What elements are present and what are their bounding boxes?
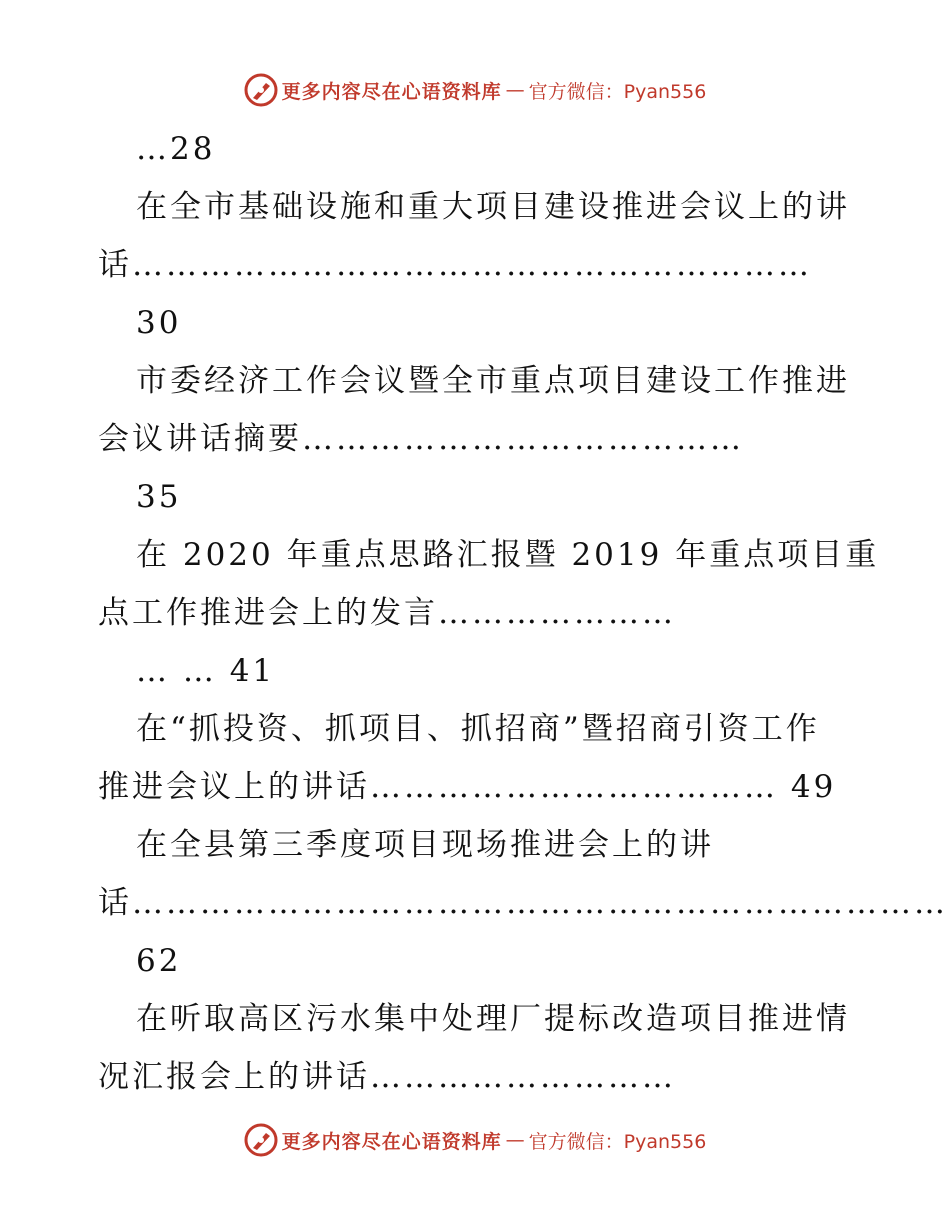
watermark-separator: — (505, 79, 525, 101)
toc-line: 推进会议上的讲话……………………………… 49 (98, 769, 837, 805)
toc-line: 话…………………………………………………… (98, 247, 812, 283)
toc-line: 市委经济工作会议暨全市重点项目建设工作推进 (136, 363, 850, 399)
toc-line: … … 41 (136, 653, 276, 689)
watermark-text: 更多内容尽在心语资料库 (281, 1130, 502, 1153)
pen-logo-icon (244, 1123, 278, 1157)
watermark-footer (0, 1120, 950, 1160)
toc-line: 况汇报会上的讲话……………………… (98, 1059, 676, 1095)
toc-line: 30 (136, 305, 182, 341)
toc-line: 会议讲话摘要………………………………… (98, 421, 744, 457)
toc-line: 在全县第三季度项目现场推进会上的讲 (136, 827, 714, 863)
watermark-text: 更多内容尽在心语资料库 (281, 80, 502, 103)
toc-line: …28 (136, 131, 216, 167)
watermark-header (0, 70, 950, 110)
toc-line: 在 2020 年重点思路汇报暨 2019 年重点项目重 (136, 537, 880, 573)
watermark-contact: 官方微信：Pyan556 (528, 1130, 707, 1153)
toc-line: 35 (136, 479, 182, 515)
toc-line: 在听取高区污水集中处理厂提标改造项目推进情 (136, 1001, 850, 1037)
toc-line: 点工作推进会上的发言………………… (98, 595, 676, 631)
watermark-contact: 官方微信：Pyan556 (528, 80, 707, 103)
pen-logo-icon (244, 73, 278, 107)
toc-line: 在“抓投资、抓项目、抓招商”暨招商引资工作 (136, 711, 820, 747)
watermark-separator: — (505, 1129, 525, 1151)
toc-line: 话……………………………………………………………… (98, 885, 948, 921)
toc-line: 62 (136, 943, 182, 979)
toc-line: 在全市基础设施和重大项目建设推进会议上的讲 (136, 189, 850, 225)
table-of-contents (98, 120, 948, 1106)
